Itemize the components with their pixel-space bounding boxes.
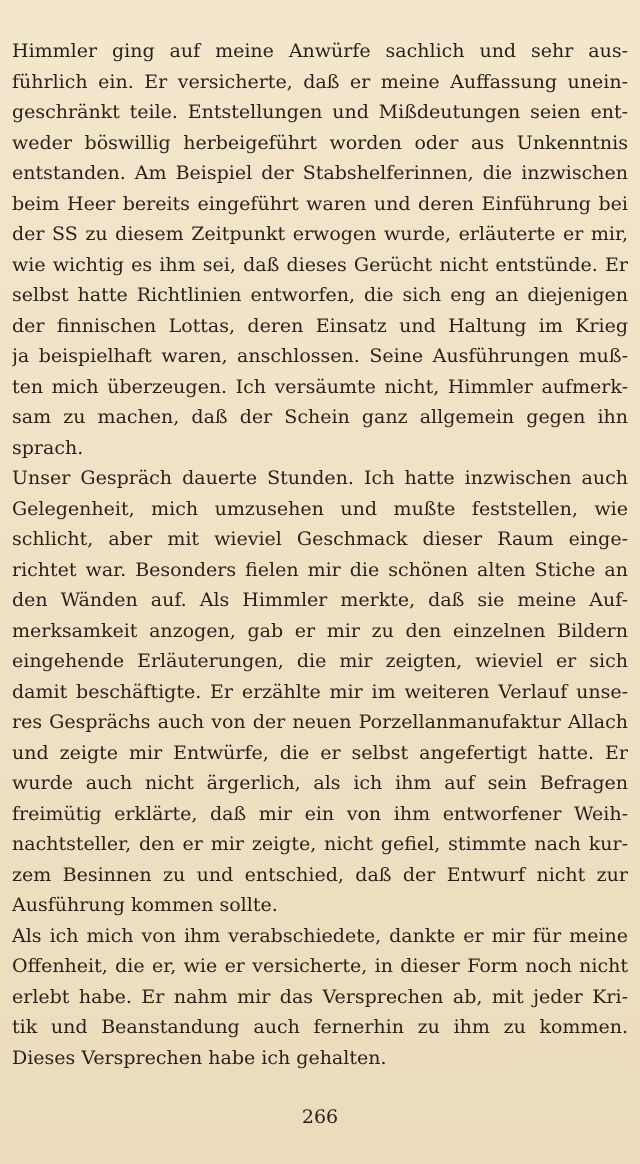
- text-line: ja beispielhaft waren, anschlossen. Seine Ausführungen muß-: [12, 345, 628, 367]
- text-line: Dieses Versprechen habe ich gehalten.: [12, 1046, 387, 1069]
- text-line: Unser Gespräch dauerte Stunden. Ich hatte inzwischen auch: [12, 467, 628, 489]
- text-line: wie wichtig es ihm sei, daß dieses Gerücht nicht entstünde. Er: [12, 253, 628, 276]
- text-line: eingehende Erläuterungen, die mir zeigten, wieviel er sich: [12, 650, 628, 672]
- text-line: tik und Beanstandung auch fernerhin zu ihm zu kommen.: [12, 1016, 628, 1038]
- text-line: Gelegenheit, mich umzusehen und mußte feststellen, wie: [12, 497, 628, 520]
- text-line: richtet war. Besonders fielen mir die schönen alten Stiche an: [12, 558, 628, 581]
- text-line: Ausführung kommen sollte.: [12, 894, 278, 916]
- text-line: wurde auch nicht ärgerlich, als ich ihm auf sein Befragen: [12, 772, 628, 794]
- text-line: zem Besinnen zu und entschied, daß der Entwurf nicht zur: [12, 863, 628, 886]
- text-line: beim Heer bereits eingeführt waren und deren Einführung bei: [12, 192, 628, 215]
- text-line: Offenheit, die er, wie er versicherte, in dieser Form noch nicht: [12, 955, 628, 977]
- text-line: weder böswillig herbeigeführt worden oder aus Unkenntnis: [12, 131, 628, 154]
- body-text: [12, 36, 628, 1073]
- text-line: sam zu machen, daß der Schein ganz allgemein gegen ihn: [12, 406, 628, 428]
- text-line: sprach.: [12, 436, 84, 459]
- text-line: res Gesprächs auch von der neuen Porzellanmanufaktur Allach: [12, 711, 628, 733]
- text-line: der SS zu diesem Zeitpunkt erwogen wurde, erläuterte er mir,: [12, 223, 628, 245]
- text-line: und zeigte mir Entwürfe, die er selbst angefertigt hatte. Er: [12, 741, 628, 764]
- text-line: merksamkeit anzogen, gab er mir zu den einzelnen Bildern: [12, 619, 628, 642]
- text-line: Als ich mich von ihm verabschiedete, dankte er mir für meine: [12, 924, 628, 947]
- text-line: damit beschäftigte. Er erzählte mir im weiteren Verlauf unse-: [12, 680, 628, 703]
- page-number: 266: [301, 1106, 339, 1128]
- text-line: selbst hatte Richtlinien entworfen, die sich eng an diejenigen: [12, 284, 628, 306]
- text-line: Himmler ging auf meine Anwürfe sachlich und sehr aus-: [12, 40, 628, 62]
- text-line: entstanden. Am Beispiel der Stabshelferinnen, die inzwischen: [12, 162, 628, 184]
- text-line: schlicht, aber mit wieviel Geschmack dieser Raum einge-: [12, 528, 628, 550]
- text-line: nachtsteller, den er mir zeigte, nicht gefiel, stimmte nach kur-: [12, 833, 628, 855]
- text-line: den Wänden auf. Als Himmler merkte, daß sie meine Auf-: [12, 589, 628, 611]
- text-line: erlebt habe. Er nahm mir das Versprechen ab, mit jeder Kri-: [12, 985, 628, 1008]
- text-line: führlich ein. Er versicherte, daß er meine Auffassung unein-: [12, 70, 628, 93]
- text-line: freimütig erklärte, daß mir ein von ihm entworfener Weih-: [12, 802, 628, 825]
- text-line: ten mich überzeugen. Ich versäumte nicht, Himmler aufmerk-: [12, 375, 628, 398]
- text-line: der finnischen Lottas, deren Einsatz und Haltung im Krieg: [12, 314, 628, 337]
- text-line: geschränkt teile. Entstellungen und Mißdeutungen seien ent-: [12, 101, 628, 123]
